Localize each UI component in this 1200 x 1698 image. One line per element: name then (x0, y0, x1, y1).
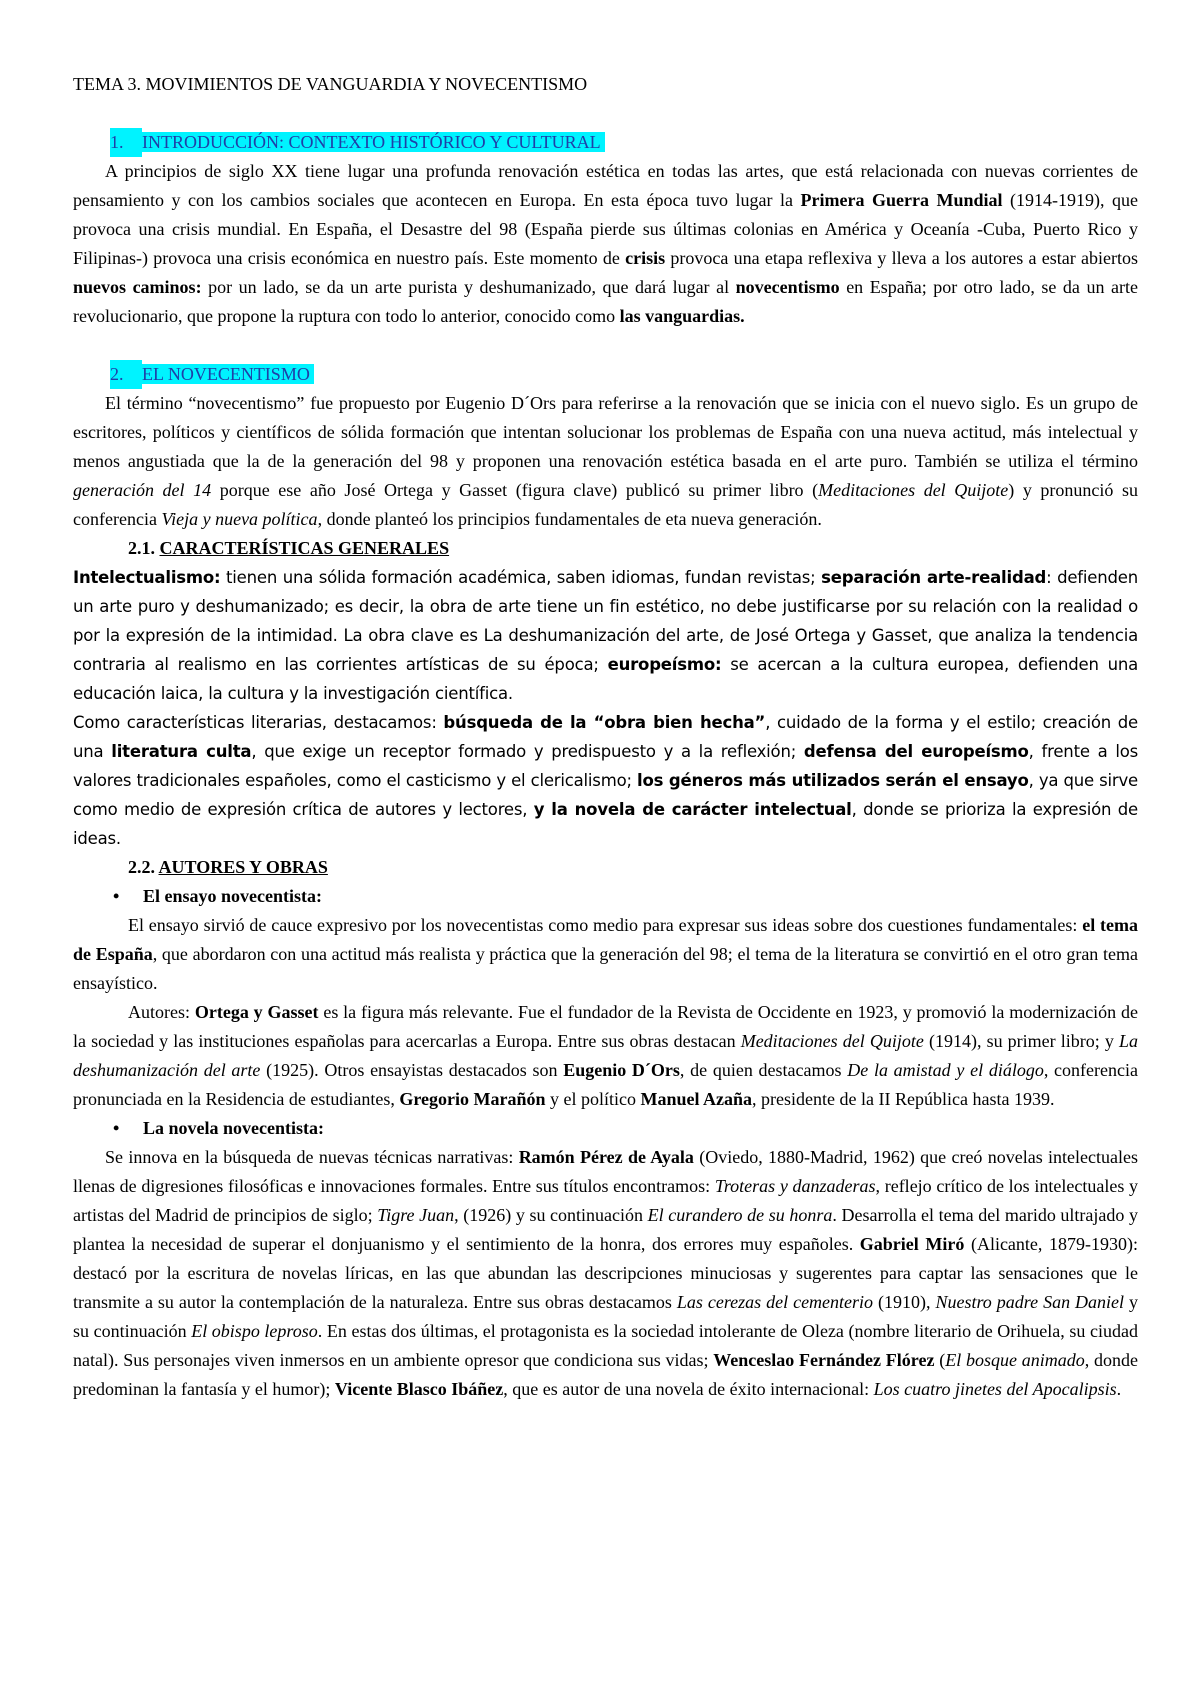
subsection-number: 2.2. (128, 857, 155, 877)
subsection-heading-caracteristicas (73, 534, 1138, 563)
section-title: EL NOVECENTISMO (142, 364, 310, 384)
paragraph-novecentismo: El término “novecentismo” fue propuesto por Eugenio D´Ors para referirse a la renovación que se inicia con el nuevo siglo. Es un grupo de escritores, políticos y científicos de sólida formación que intentan solucionar los problemas de España con una nueva actitud, más intelectual y menos angustiada que la de la generación del 98 y proponen una renovación estética basada en el arte puro. También se utiliza el término generación del 14 porque ese año José Ortega y Gasset (figura clave) publicó su primer libro (Meditaciones del Quijote) y pronunció su conferencia Vieja y nueva política, donde planteó los principios fundamentales de eta nueva generación. (73, 393, 1139, 529)
paragraph-caracteristicas-generales: Intelectualismo: tienen una sólida formación académica, saben idiomas, fundan revistas; separación arte-realidad: defienden un arte puro y deshumanizado; es decir, la obra de arte tiene un fin estético, no debe justificarse por su relación con la realidad o por la expresión de la intimidad. La obra clave es La deshumanización del arte, de José Ortega y Gasset, que analiza la tendencia contraria al realismo en las corrientes artísticas de su época; europeísmo: se acercan a la cultura europea, defienden una educación laica, la cultura y la investigación científica. (73, 568, 1138, 703)
document-title: TEMA 3. MOVIMIENTOS DE VANGUARDIA Y NOVECENTISMO (73, 74, 588, 94)
section-title: INTRODUCCIÓN: CONTEXTO HISTÓRICO Y CULTURAL (142, 132, 601, 152)
section-heading-novecentismo (73, 360, 1138, 389)
bullet-ensayo-novecentista: • El ensayo novecentista: (73, 882, 1138, 911)
section-number: 1. (110, 128, 142, 157)
paragraph-ensayo: El ensayo sirvió de cauce expresivo por los novecentistas como medio para expresar sus ideas sobre dos cuestiones fundamentales: el tema de España, que abordaron con una actitud más realista y práctica que la generación del 98; el tema de la literatura se convirtió en el otro gran tema ensayístico. (73, 915, 1139, 993)
subsection-title: CARACTERÍSTICAS GENERALES (159, 538, 450, 558)
section-heading-introduccion (73, 128, 1138, 157)
paragraph-autores-ensayo: Autores: Ortega y Gasset es la figura más relevante. Fue el fundador de la Revista de Occidente en 1923, y promovió la modernización de la sociedad y las instituciones españolas para acercarlas a Europa. Entre sus obras destacan Meditaciones del Quijote (1914), su primer libro; y La deshumanización del arte (1925). Otros ensayistas destacados son Eugenio D´Ors, de quien destacamos De la amistad y el diálogo, conferencia pronunciada en la Residencia de estudiantes, Gregorio Marañón y el político Manuel Azaña, presidente de la II República hasta 1939. (73, 1002, 1139, 1109)
bullet-novela-novecentista: • La novela novecentista: (73, 1114, 1138, 1143)
paragraph-novela: Se innova en la búsqueda de nuevas técnicas narrativas: Ramón Pérez de Ayala (Oviedo, 1880-Madrid, 1962) que creó novelas intelectuales llenas de digresiones filosóficas e innovaciones formales. Entre sus títulos encontramos: Troteras y danzaderas, reflejo crítico de los intelectuales y artistas del Madrid de principios de siglo; Tigre Juan, (1926) y su continuación El curandero de su honra. Desarrolla el tema del marido ultrajado y plantea la necesidad de superar el donjuanismo y el sentimiento de la honra, dos errores muy españoles. Gabriel Miró (Alicante, 1879-1930): destacó por la escritura de novelas líricas, en las que abundan las descripciones minuciosas y sugerentes para captar las sensaciones que le transmite a su autor la contemplación de la naturaleza. Entre sus obras destacamos Las cerezas del cementerio (1910), Nuestro padre San Daniel y su continuación El obispo leproso. En estas dos últimas, el protagonista es la sociedad intolerante de Oleza (nombre literario de Orihuela, su ciudad natal). Sus personajes viven inmersos en un ambiente opresor que condiciona sus vidas; Wenceslao Fernández Flórez (El bosque animado, donde predominan la fantasía y el humor); Vicente Blasco Ibáñez, que es autor de una novela de éxito internacional: Los cuatro jinetes del Apocalipsis. (73, 1147, 1139, 1399)
subsection-title: AUTORES Y OBRAS (158, 857, 328, 877)
section-number: 2. (110, 360, 142, 389)
paragraph-introduccion: A principios de siglo XX tiene lugar una profunda renovación estética en todas las artes, que está relacionada con nuevas corrientes de pensamiento y con los cambios sociales que acontecen en Europa. En esta época tuvo lugar la Primera Guerra Mundial (1914-1919), que provoca una crisis mundial. En España, el Desastre del 98 (España pierde sus últimas colonias en América y Oceanía -Cuba, Puerto Rico y Filipinas-) provoca una crisis económica en nuestro país. Este momento de crisis provoca una etapa reflexiva y lleva a los autores a estar abiertos nuevos caminos: por un lado, se da un arte purista y deshumanizado, que dará lugar al novecentismo en España; por otro lado, se da un arte revolucionario, que propone la ruptura con todo lo anterior, conocido como las vanguardias. (73, 161, 1138, 326)
subsection-heading-autores (73, 853, 1138, 882)
document-page (73, 70, 1138, 1404)
paragraph-caracteristicas-literarias: Como características literarias, destacamos: búsqueda de la “obra bien hecha”, cuidado de la forma y el estilo; creación de una literatura culta, que exige un receptor formado y predispuesto y a la reflexión; defensa del europeísmo, frente a los valores tradicionales españoles, como el casticismo y el clericalismo; los géneros más utilizados serán el ensayo, ya que sirve como medio de expresión crítica de autores y lectores, y la novela de carácter intelectual, donde se prioriza la expresión de ideas. (73, 713, 1138, 848)
subsection-number: 2.1. (128, 538, 155, 558)
